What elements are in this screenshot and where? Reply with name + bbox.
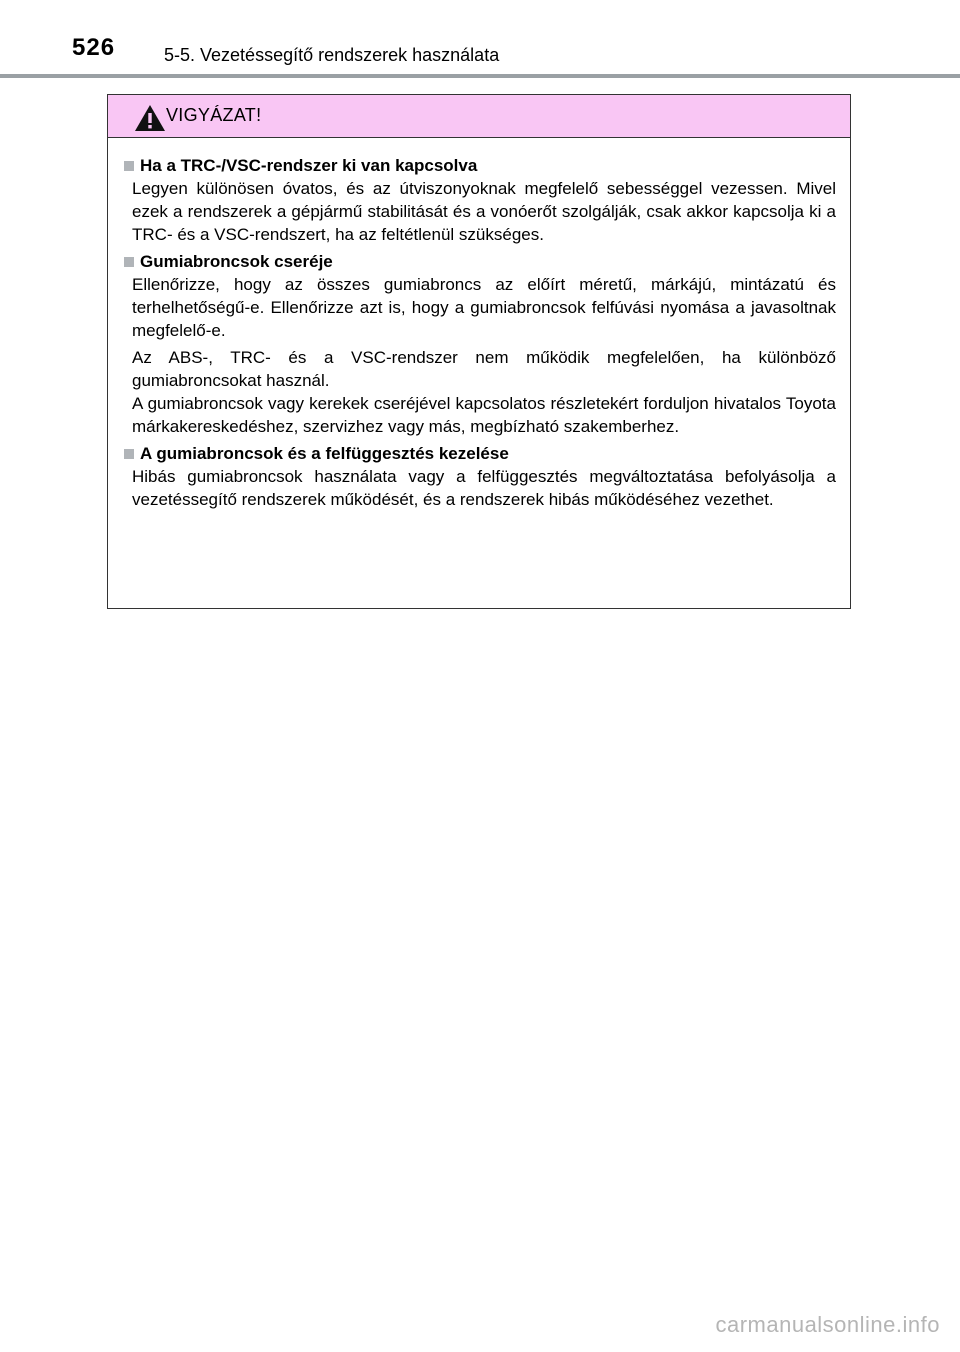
item-paragraph: Legyen különösen óvatos, és az útviszonyoknak megfelelő sebességgel vezessen. Mivel ezek a rendszerek a gépjármű stabilitását és a vonóerőt szolgálják, csak akkor kapcsolja ki a TRC- és a VSC-rendszert, ha az feltétlenül szükséges.: [132, 179, 836, 244]
section-title: 5-5. Vezetéssegítő rendszerek használata: [164, 45, 500, 65]
square-bullet-icon: [124, 161, 134, 171]
caution-header: [108, 95, 850, 138]
caution-title: VIGYÁZAT!: [166, 105, 262, 125]
item-heading: [124, 154, 836, 177]
item-heading-text: Ha a TRC-/VSC-rendszer ki van kapcsolva: [140, 156, 478, 175]
warning-triangle-icon: [134, 104, 166, 132]
item-heading: [124, 250, 836, 273]
page-header: [0, 0, 960, 80]
item-heading: [124, 442, 836, 465]
page-number: 526: [72, 34, 116, 61]
caution-item-tire-suspension-handling: [124, 442, 836, 511]
watermark: carmanualsonline.info: [715, 1312, 940, 1337]
caution-item-trc-vsc-off: [124, 154, 836, 246]
item-paragraph: Ellenőrizze, hogy az összes gumiabroncs az előírt méretű, márkájú, mintázatú és terhelhetőségű-e. Ellenőrizze azt is, hogy a gumiabroncsok felfúvási nyomása a javasoltnak megfelelő-e.: [132, 275, 836, 340]
item-paragraph: Hibás gumiabroncsok használata vagy a felfüggesztés megváltoztatása befolyásolja a vezetéssegítő rendszerek működését, és a rendszerek hibás működéséhez vezethet.: [132, 467, 836, 509]
item-heading-text: A gumiabroncsok és a felfüggesztés kezelése: [140, 444, 509, 463]
item-paragraph: [132, 346, 836, 438]
header-divider: [0, 74, 960, 78]
caution-item-tire-replacement: [124, 250, 836, 438]
square-bullet-icon: [124, 257, 134, 267]
caution-body: [108, 138, 850, 511]
caution-box: [107, 94, 851, 609]
paragraph-line: A gumiabroncsok vagy kerekek cseréjével kapcsolatos részletekért forduljon hivatalos Toyota márkakereskedéshez, szervizhez vagy más, megbízható szakemberhez.: [132, 394, 836, 436]
paragraph-line: Az ABS-, TRC- és a VSC-rendszer nem működik megfelelően, ha különböző gumiabroncsokat használ.: [132, 348, 836, 390]
item-heading-text: Gumiabroncsok cseréje: [140, 252, 333, 271]
square-bullet-icon: [124, 449, 134, 459]
